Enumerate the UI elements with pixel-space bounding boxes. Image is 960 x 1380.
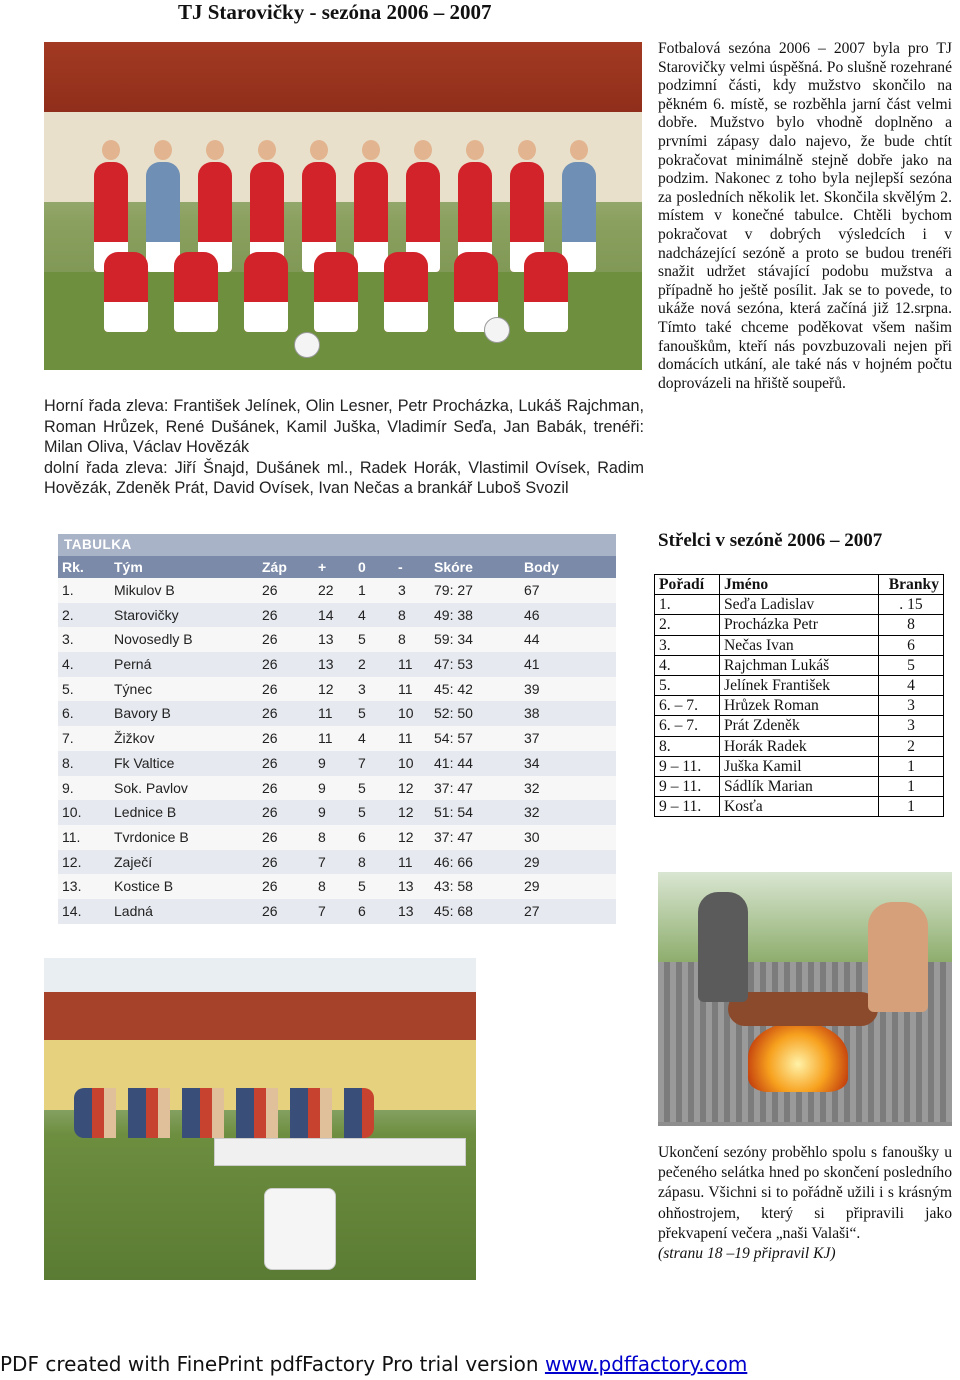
scorer-cell: 9 – 11. (655, 777, 720, 797)
scorer-row (655, 736, 944, 756)
player-head (570, 140, 588, 160)
table-cell: 27 (524, 902, 540, 919)
scorer-cell: 2 (879, 736, 944, 756)
scorer-cell: 8. (655, 736, 720, 756)
scorer-cell: 1 (879, 777, 944, 797)
scorer-cell: 5. (655, 676, 720, 696)
table-cell: 5 (358, 779, 366, 796)
scorer-cell: Nečas Ivan (720, 635, 879, 655)
player-head (518, 140, 536, 160)
table-cell: 26 (262, 902, 278, 919)
table-row (58, 874, 616, 899)
table-cell: 3 (398, 582, 406, 598)
table-cell: 41: 44 (434, 754, 473, 771)
player-figure (174, 252, 218, 332)
scorer-cell: 9 – 11. (655, 797, 720, 817)
league-header-cell: Rk. (62, 559, 84, 575)
table-cell: 26 (262, 878, 278, 895)
table-cell: 5 (358, 631, 366, 648)
player-head (362, 140, 380, 160)
table-cell: 30 (524, 828, 540, 845)
scorer-cell: 8 (879, 615, 944, 635)
league-table-body (58, 578, 616, 924)
table-cell: 22 (318, 582, 334, 598)
table-cell: 54: 57 (434, 730, 473, 747)
scorer-cell: Prát Zdeněk (720, 716, 879, 736)
table-cell: 10 (398, 754, 414, 771)
table-shape (214, 1138, 466, 1166)
football-shape (294, 332, 320, 358)
table-cell: 13 (318, 656, 334, 673)
table-cell: Kostice B (114, 878, 174, 895)
table-cell: 26 (262, 853, 278, 870)
table-cell: 37: 47 (434, 779, 473, 796)
table-cell: 3. (62, 631, 74, 648)
table-cell: 12. (62, 853, 82, 870)
table-cell: 8. (62, 754, 74, 771)
football-shape (484, 317, 510, 343)
table-cell: 5. (62, 680, 74, 697)
table-cell: 3 (358, 680, 366, 697)
table-cell: 59: 34 (434, 631, 473, 648)
scorer-row (655, 797, 944, 817)
table-cell: 26 (262, 730, 278, 747)
scorer-row (655, 777, 944, 797)
table-cell: 11 (398, 656, 413, 673)
scorer-cell: . 15 (879, 595, 944, 615)
table-cell: Týnec (114, 680, 153, 697)
table-row (58, 800, 616, 825)
scorers-table (654, 574, 944, 817)
ending-paragraph: Ukončení sezóny proběhlo spolu s fanoušky u pečeného selátka hned po skončení posledního zápasu. Všichni si to pořádně užili i s krásným ohňostrojem, který si připravili jako překvapení večera „naši Valaši“. (658, 1144, 952, 1242)
table-row (58, 677, 616, 702)
table-cell: 6. (62, 705, 74, 722)
player-head (414, 140, 432, 160)
caption-top-row: Horní řada zleva: František Jelínek, Olin Lesner, Petr Procházka, Lukáš Rajchman, Roman Hrůzek, René Dušánek, Kamil Juška, Vladimír Seďa, Jan Babák, trenéři: Milan Oliva, Václav Hovězák (44, 397, 644, 456)
table-cell: Fk Valtice (114, 754, 175, 771)
table-cell: 29 (524, 853, 540, 870)
table-cell: 10. (62, 804, 82, 821)
table-cell: Ladná (114, 902, 153, 919)
scorer-cell: Horák Radek (720, 736, 879, 756)
scorer-cell: Rajchman Lukáš (720, 655, 879, 675)
table-cell: 13 (398, 878, 414, 895)
page-title: TJ Starovičky - sezóna 2006 – 2007 (178, 0, 492, 24)
table-cell: 51: 54 (434, 804, 473, 821)
scorer-row (655, 595, 944, 615)
table-cell: 5 (358, 804, 366, 821)
table-row (58, 701, 616, 726)
table-cell: 8 (398, 631, 406, 648)
table-row (58, 751, 616, 776)
table-cell: Novosedly B (114, 631, 193, 648)
league-header-cell: Tým (114, 559, 143, 575)
table-cell: 37: 47 (434, 828, 473, 845)
table-cell: 1 (358, 582, 366, 598)
table-cell: 14 (318, 606, 334, 623)
table-cell: 5 (358, 705, 366, 722)
table-cell: 32 (524, 779, 540, 796)
table-cell: 13 (318, 631, 334, 648)
scorer-cell: 4. (655, 655, 720, 675)
league-table-header (58, 556, 616, 578)
pdf-footer (0, 1352, 747, 1376)
table-cell: 5 (358, 878, 366, 895)
table-cell: 4. (62, 656, 74, 673)
table-row (58, 603, 616, 628)
table-cell: 26 (262, 680, 278, 697)
house-roof-shape (44, 992, 476, 1040)
table-cell: Tvrdonice B (114, 828, 189, 845)
table-cell: 26 (262, 705, 278, 722)
table-cell: 12 (398, 828, 414, 845)
table-row (58, 578, 616, 603)
table-cell: 49: 38 (434, 606, 473, 623)
party-photo (44, 958, 476, 1280)
scorer-row (655, 716, 944, 736)
team-photo (44, 42, 642, 370)
player-figure (314, 252, 358, 332)
scorers-header-row (655, 575, 944, 595)
table-cell: 7 (318, 853, 326, 870)
person-right-shape (868, 902, 928, 1012)
table-cell: 8 (318, 828, 326, 845)
season-article: Fotbalová sezóna 2006 – 2007 byla pro TJ Starovičky velmi úspěšná. Po slušně rozehrané podzimní části, kdy mužstvo skončilo na pěkném 6. místě, se rozběhla jarní část velmi dobře. Mužstvo bylo vhodně doplněno a prvními zápasy dalo najevo, že bude chtít pokračovat minimálně stejně dobře jako na podzim. Nakonec z toho byla nejlepší sezóna za posledních několik let. Skončila skvělým 2. místem v konečné tabulce. Chtěli bychom pokračovat v dobrých výsledcích i v nadcházející sezóně a proto se budou trenéři snažit udržet stávající podobu mužstva a případně ho ještě posílit. Jak se to povede, to ukáže nová sezóna, která začíná již 12.srpna. Tímto také chceme poděkovat všem našim fanouškům, kteří nás povzbuzovali nejen při domácích utkání, ale také nás v hojném počtu doprovázeli na hřiště soupeřů. (658, 40, 952, 392)
season-ending-text (658, 1143, 952, 1264)
table-cell: 9 (318, 804, 326, 821)
scorer-cell: Kosťa (720, 797, 879, 817)
table-cell: 46: 66 (434, 853, 473, 870)
table-cell: Lednice B (114, 804, 177, 821)
scorers-header-cell: Branky (879, 575, 944, 595)
table-cell: 7 (318, 902, 326, 919)
table-cell: 8 (318, 878, 326, 895)
table-cell: 39 (524, 680, 540, 697)
player-head (258, 140, 276, 160)
scorers-header-cell: Jméno (720, 575, 879, 595)
table-cell: Sok. Pavlov (114, 779, 188, 796)
league-header-cell: Body (524, 559, 559, 575)
player-head (102, 140, 120, 160)
table-cell: 11 (318, 705, 333, 722)
table-cell: 26 (262, 828, 278, 845)
table-row (58, 627, 616, 652)
table-cell: 38 (524, 705, 540, 722)
player-figure (244, 252, 288, 332)
scorer-cell: 6. – 7. (655, 696, 720, 716)
scorer-row (655, 635, 944, 655)
league-header-cell: - (398, 559, 403, 575)
table-cell: Bavory B (114, 705, 171, 722)
player-figure (524, 252, 568, 332)
scorer-row (655, 676, 944, 696)
scorer-row (655, 756, 944, 776)
table-cell: 52: 50 (434, 705, 473, 722)
footer-link[interactable]: www.pdffactory.com (544, 1352, 748, 1376)
scorer-cell: 1 (879, 756, 944, 776)
table-cell: 12 (318, 680, 334, 697)
table-cell: 9. (62, 779, 74, 796)
bbq-photo (658, 872, 952, 1126)
page-credit: (stranu 18 –19 připravil KJ) (658, 1245, 836, 1263)
scorer-cell: 6. – 7. (655, 716, 720, 736)
table-row (58, 850, 616, 875)
table-cell: 26 (262, 631, 278, 648)
table-cell: 11. (62, 828, 81, 845)
player-head (154, 140, 172, 160)
table-cell: 79: 27 (434, 582, 473, 598)
scorer-cell: 3. (655, 635, 720, 655)
scorer-cell: Seďa Ladislav (720, 595, 879, 615)
league-table-title: TABULKA (58, 534, 616, 556)
league-header-cell: Záp (262, 559, 287, 575)
table-cell: 45: 42 (434, 680, 473, 697)
player-figure (562, 162, 596, 272)
table-row (58, 776, 616, 801)
table-cell: 7 (358, 754, 366, 771)
table-cell: 11 (398, 730, 413, 747)
player-figure (146, 162, 180, 272)
table-cell: 47: 53 (434, 656, 473, 673)
scorer-cell: Jelínek František (720, 676, 879, 696)
scorer-cell: 4 (879, 676, 944, 696)
table-cell: 67 (524, 582, 540, 598)
scorer-row (655, 655, 944, 675)
scorer-cell: 9 – 11. (655, 756, 720, 776)
table-cell: 4 (358, 730, 366, 747)
table-cell: 26 (262, 656, 278, 673)
table-cell: 26 (262, 754, 278, 771)
table-row (58, 825, 616, 850)
building-wall (44, 112, 642, 202)
player-figure (104, 252, 148, 332)
roast-pig-shape (728, 992, 878, 1026)
player-head (310, 140, 328, 160)
table-cell: 41 (524, 656, 540, 673)
table-cell: 9 (318, 754, 326, 771)
chair-shape (264, 1188, 336, 1270)
table-cell: 26 (262, 606, 278, 623)
fire-shape (748, 1022, 848, 1092)
table-cell: 12 (398, 804, 414, 821)
player-figure (354, 162, 388, 272)
table-cell: 6 (358, 902, 366, 919)
scorer-cell: Sádlík Marian (720, 777, 879, 797)
scorer-cell: Hrůzek Roman (720, 696, 879, 716)
scorers-title: Střelci v sezóně 2006 – 2007 (658, 530, 883, 551)
scorer-row (655, 696, 944, 716)
player-head (206, 140, 224, 160)
table-cell: 2. (62, 606, 74, 623)
table-cell: 37 (524, 730, 540, 747)
scorer-cell: 3 (879, 716, 944, 736)
table-cell: 44 (524, 631, 540, 648)
caption-bottom-row: dolní řada zleva: Jiří Šnajd, Dušánek ml., Radek Horák, Vlastimil Ovísek, Radim Hovězák, Zdeněk Prát, David Ovísek, Ivan Nečas a brankář Luboš Svozil (44, 458, 644, 497)
scorer-cell: 1 (879, 797, 944, 817)
photo-caption (44, 396, 644, 499)
league-header-cell: Skóre (434, 559, 473, 575)
table-row (58, 899, 616, 924)
league-header-cell: 0 (358, 559, 366, 575)
scorers-header-cell: Pořadí (655, 575, 720, 595)
table-cell: Perná (114, 656, 152, 673)
table-cell: 4 (358, 606, 366, 623)
table-cell: 43: 58 (434, 878, 473, 895)
table-cell: 2 (358, 656, 366, 673)
table-cell: 8 (398, 606, 406, 623)
table-cell: 14. (62, 902, 82, 919)
table-cell: 6 (358, 828, 366, 845)
scorer-cell: Procházka Petr (720, 615, 879, 635)
table-cell: 12 (398, 779, 414, 796)
table-cell: 10 (398, 705, 414, 722)
footer-text: PDF created with FinePrint pdfFactory Pro trial version (0, 1352, 545, 1376)
scorer-cell: Juška Kamil (720, 756, 879, 776)
table-cell: 8 (358, 853, 366, 870)
table-cell: 13. (62, 878, 82, 895)
table-cell: Žižkov (114, 730, 155, 747)
table-cell: 26 (262, 779, 278, 796)
table-row (58, 726, 616, 751)
table-cell: Mikulov B (114, 582, 175, 598)
league-header-cell: + (318, 559, 327, 575)
roof-shape (44, 42, 642, 112)
table-cell: 26 (262, 582, 278, 598)
guests-shape (74, 1088, 374, 1138)
table-cell: 7. (62, 730, 74, 747)
table-cell: 11 (318, 730, 333, 747)
player-head (466, 140, 484, 160)
table-cell: Zaječí (114, 853, 153, 870)
league-table (58, 534, 616, 919)
scorer-cell: 3 (879, 696, 944, 716)
table-cell: 26 (262, 804, 278, 821)
table-cell: 46 (524, 606, 540, 623)
table-cell: 1. (62, 582, 74, 598)
table-cell: 34 (524, 754, 540, 771)
scorer-cell: 2. (655, 615, 720, 635)
person-left-shape (698, 892, 748, 1002)
table-cell: 13 (398, 902, 414, 919)
table-cell: 45: 68 (434, 902, 473, 919)
scorer-cell: 5 (879, 655, 944, 675)
table-cell: 9 (318, 779, 326, 796)
table-cell: 11 (398, 680, 413, 697)
scorer-row (655, 615, 944, 635)
table-cell: 32 (524, 804, 540, 821)
scorer-cell: 1. (655, 595, 720, 615)
player-figure (384, 252, 428, 332)
table-row (58, 652, 616, 677)
scorer-cell: 6 (879, 635, 944, 655)
table-cell: Starovičky (114, 606, 179, 623)
table-cell: 29 (524, 878, 540, 895)
table-cell: 11 (398, 853, 413, 870)
